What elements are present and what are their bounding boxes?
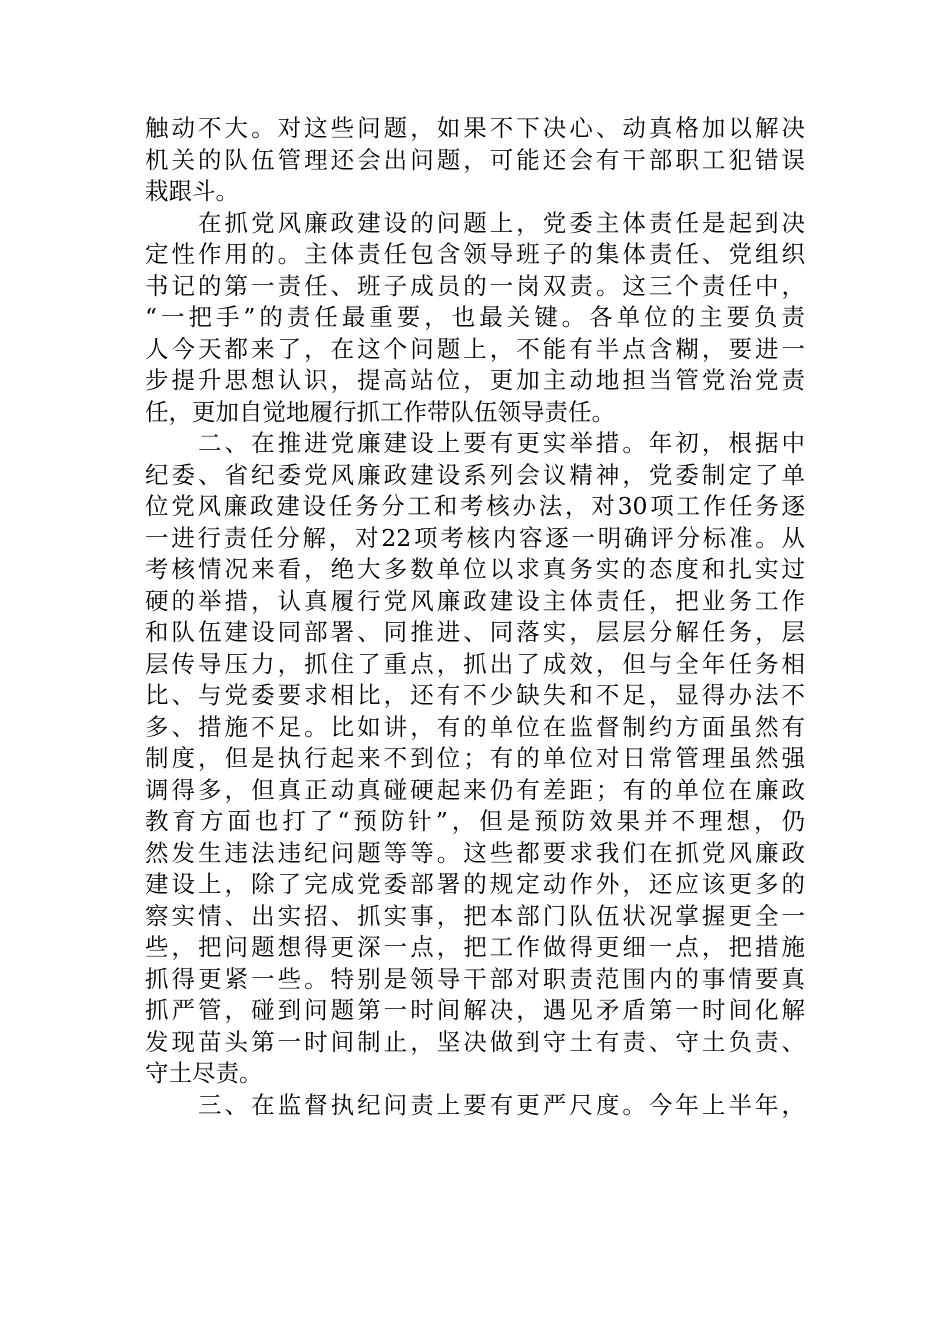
- text-line: 考核情况来看，绝大多数单位以求真务实的态度和扎实过: [145, 555, 805, 583]
- text-line: 层传导压力，抓住了重点，抓出了成效，但与全年任务相: [145, 649, 805, 678]
- text-line: 机关的队伍管理还会出问题，可能还会有干部职工犯错误: [145, 145, 805, 174]
- text-line: 在抓党风廉政建设的问题上，党委主体责任是起到决: [145, 208, 805, 237]
- text-line: 比、与党委要求相比，还有不少缺失和不足，显得办法不: [145, 681, 805, 709]
- text-line: 抓严管，碰到问题第一时间解决，遇见矛盾第一时间化解: [145, 996, 805, 1024]
- text-line: 三、在监督执纪问责上要有更严尺度。今年上半年，: [145, 1090, 805, 1119]
- text-line: “一把手”的责任最重要，也最关键。各单位的主要负责: [145, 303, 805, 331]
- text-line: 触动不大。对这些问题，如果不下决心、动真格加以解决: [145, 114, 805, 142]
- text-line: 多、措施不足。比如讲，有的单位在监督制约方面虽然有: [145, 712, 805, 741]
- text-line: 然发生违法违纪问题等等。这些都要求我们在抓党风廉政: [145, 838, 805, 867]
- text-line: 人今天都来了，在这个问题上，不能有半点含糊，要进一: [145, 334, 805, 363]
- text-line: 硬的举措，认真履行党风廉政建设主体责任，把业务工作: [145, 586, 805, 615]
- text-line: 任，更加自觉地履行抓工作带队伍领导责任。: [145, 397, 615, 426]
- text-line: 二、在推进党廉建设上要有更实举措。年初，根据中: [145, 429, 805, 457]
- text-line: 书记的第一责任、班子成员的一岗双责。这三个责任中，: [145, 271, 805, 300]
- text-line: 位党风廉政建设任务分工和考核办法，对30项工作任务逐: [145, 492, 805, 520]
- text-line: 察实情、出实招、抓实事，把本部门队伍状况掌握更全一: [145, 901, 805, 930]
- text-line: 步提升思想认识，提高站位，更加主动地担当管党治党责: [145, 366, 805, 394]
- text-line: 守土尽责。: [145, 1059, 263, 1087]
- text-line: 一进行责任分解，对22项考核内容逐一明确评分标准。从: [145, 523, 805, 552]
- text-line: 抓得更紧一些。特别是领导干部对职责范围内的事情要真: [145, 964, 805, 993]
- text-line: 定性作用的。主体责任包含领导班子的集体责任、党组织: [145, 240, 805, 268]
- text-line: 建设上，除了完成党委部署的规定动作外，还应该更多的: [145, 870, 805, 898]
- text-line: 发现苗头第一时间制止，坚决做到守土有责、守土负责、: [145, 1027, 805, 1056]
- text-line: 制度，但是执行起来不到位；有的单位对日常管理虽然强: [145, 744, 805, 772]
- text-line: 调得多，但真正动真碰硬起来仍有差距；有的单位在廉政: [145, 775, 805, 804]
- text-line: 纪委、省纪委党风廉政建设系列会议精神，党委制定了单: [145, 460, 805, 489]
- text-line: 栽跟斗。: [145, 177, 239, 205]
- document-body: [145, 113, 805, 1121]
- text-line: 和队伍建设同部署、同推进、同落实，层层分解任务，层: [145, 618, 805, 646]
- text-line: 些，把问题想得更深一点，把工作做得更细一点，把措施: [145, 933, 805, 961]
- text-line: 教育方面也打了“预防针”，但是预防效果并不理想，仍: [145, 807, 805, 835]
